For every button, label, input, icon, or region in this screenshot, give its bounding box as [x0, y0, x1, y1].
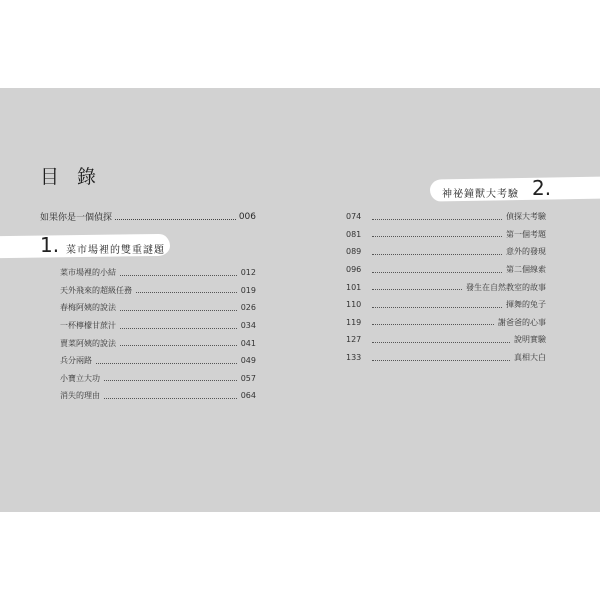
list-item: 096 第二個線索	[346, 265, 546, 275]
list-item: 089 意外的發現	[346, 247, 546, 257]
list-item: 天外飛來的超級任務 019	[60, 285, 256, 295]
intro-entry	[40, 210, 256, 223]
list-item: 119 謝爸爸的心事	[346, 317, 546, 327]
list-item: 小寶立大功 057	[60, 373, 256, 383]
list-item: 兵分兩路 049	[60, 356, 256, 366]
chapter2-entry-list	[346, 208, 546, 366]
page-title: 目 錄	[40, 166, 103, 188]
chapter1-title: 菜市場裡的雙重謎題	[66, 245, 165, 256]
dot-leader	[115, 213, 236, 220]
list-item: 菜市場裡的小結 012	[60, 268, 256, 278]
list-item: 074 偵探大考驗	[346, 212, 546, 222]
chapter2-title: 神祕鐘獸大考驗	[442, 189, 519, 200]
chapter2-number: 2.	[532, 176, 552, 200]
intro-label: 如果你是一個偵探	[40, 213, 113, 223]
list-item: 127 說明實驗	[346, 335, 546, 345]
chapter1-entry-list	[60, 264, 256, 405]
list-item: 賣菜阿姨的說法 041	[60, 338, 256, 348]
list-item: 消失的理由 064	[60, 391, 256, 401]
list-item: 一杯檸檬甘蔗汁 034	[60, 321, 256, 331]
list-item: 081 第一個考題	[346, 229, 546, 239]
list-item: 110 揮舞的兔子	[346, 300, 546, 310]
list-item: 101 發生在自然教室的故事	[346, 282, 546, 292]
chapter1-number: 1.	[40, 233, 60, 257]
list-item: 133 真相大白	[346, 353, 546, 363]
list-item: 春梅阿姨的說法 026	[60, 303, 256, 313]
intro-page: 006	[238, 211, 256, 222]
toc-page	[0, 88, 600, 512]
